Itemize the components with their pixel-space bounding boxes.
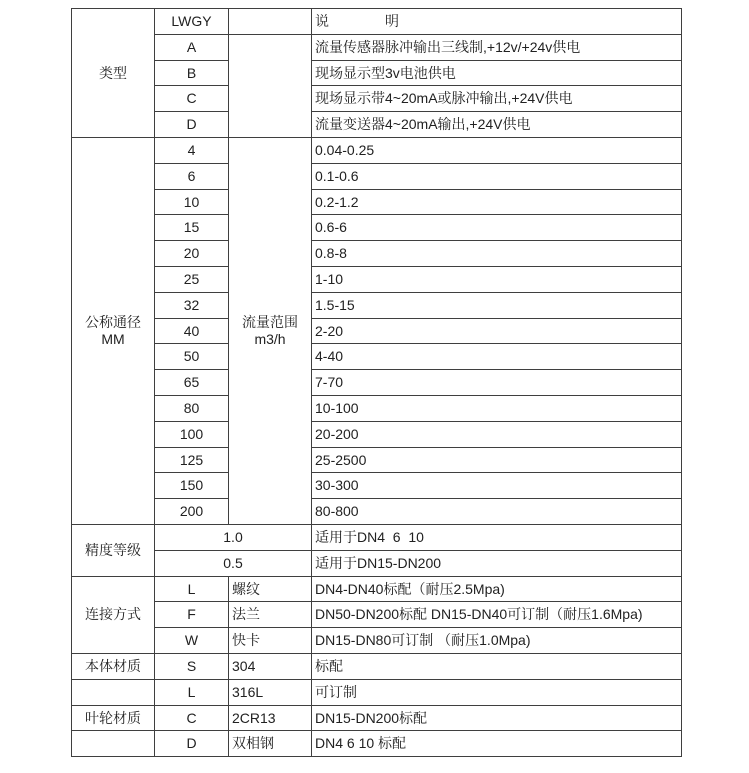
connection-code-cell: L: [155, 576, 229, 602]
connection-code-cell: F: [155, 602, 229, 628]
diameter-code-cell: 25: [155, 266, 229, 292]
flow-range-line1: 流量范围: [242, 314, 298, 331]
body-material-desc-cell: 可订制: [312, 679, 682, 705]
accuracy-code-cell: 0.5: [155, 550, 312, 576]
connection-name-cell: 螺纹: [229, 576, 312, 602]
section-connection-label: 连接方式: [72, 576, 155, 653]
connection-desc-cell: DN15-DN80可订制 （耐压1.0Mpa): [312, 628, 682, 654]
section-body-material-label: 本体材质: [72, 653, 155, 679]
body-material-code-cell: L: [155, 679, 229, 705]
accuracy-desc-cell: 适用于DN4 6 10: [312, 524, 682, 550]
diameter-code-cell: 80: [155, 395, 229, 421]
body-material-code-cell: S: [155, 653, 229, 679]
body-material-desc-cell: 标配: [312, 653, 682, 679]
spec-table: [71, 8, 682, 757]
body-material-empty-label: [72, 679, 155, 705]
diameter-desc-cell: 0.04-0.25: [312, 137, 682, 163]
diameter-code-cell: 200: [155, 499, 229, 525]
connection-desc-cell: DN50-DN200标配 DN15-DN40可订制（耐压1.6Mpa): [312, 602, 682, 628]
accuracy-code-cell: 1.0: [155, 524, 312, 550]
connection-name-cell: 快卡: [229, 628, 312, 654]
table-row: [72, 86, 682, 112]
impeller-material-code-cell: C: [155, 705, 229, 731]
impeller-material-name-cell: 双相钢: [229, 731, 312, 757]
table-row: [72, 653, 682, 679]
diameter-code-cell: 65: [155, 370, 229, 396]
diameter-code-cell: 20: [155, 241, 229, 267]
diameter-desc-cell: 0.6-6: [312, 215, 682, 241]
connection-name-cell: 法兰: [229, 602, 312, 628]
type-code-cell: A: [155, 34, 229, 60]
diameter-label-line1: 公称通径: [85, 314, 141, 331]
impeller-material-code-cell: D: [155, 731, 229, 757]
table-row: [72, 447, 682, 473]
table-row: [72, 370, 682, 396]
diameter-desc-cell: 1-10: [312, 266, 682, 292]
flow-range-cell: [229, 137, 312, 524]
table-row: [72, 34, 682, 60]
diameter-code-cell: 15: [155, 215, 229, 241]
diameter-desc-cell: 30-300: [312, 473, 682, 499]
diameter-code-cell: 10: [155, 189, 229, 215]
table-row: [72, 163, 682, 189]
table-row: [72, 266, 682, 292]
diameter-desc-cell: 80-800: [312, 499, 682, 525]
diameter-code-cell: 4: [155, 137, 229, 163]
table-row: [72, 344, 682, 370]
diameter-code-cell: 6: [155, 163, 229, 189]
diameter-code-cell: 100: [155, 421, 229, 447]
type-desc-cell: 现场显示型3v电池供电: [312, 60, 682, 86]
body-material-name-cell: 304: [229, 653, 312, 679]
table-row: [72, 550, 682, 576]
type-middle-empty-cell: [229, 34, 312, 137]
table-row: [72, 473, 682, 499]
diameter-desc-cell: 2-20: [312, 318, 682, 344]
table-row: [72, 215, 682, 241]
impeller-material-empty-label: [72, 731, 155, 757]
diameter-code-cell: 50: [155, 344, 229, 370]
diameter-desc-cell: 10-100: [312, 395, 682, 421]
table-row: [72, 395, 682, 421]
connection-code-cell: W: [155, 628, 229, 654]
diameter-desc-cell: 7-70: [312, 370, 682, 396]
type-code-cell: C: [155, 86, 229, 112]
table-row: [72, 679, 682, 705]
diameter-code-cell: 150: [155, 473, 229, 499]
connection-desc-cell: DN4-DN40标配（耐压2.5Mpa): [312, 576, 682, 602]
diameter-code-cell: 32: [155, 292, 229, 318]
type-desc-cell: 流量变送器4~20mA输出,+24V供电: [312, 112, 682, 138]
table-row: [72, 137, 682, 163]
section-accuracy-label: 精度等级: [72, 524, 155, 576]
table-row: [72, 602, 682, 628]
header-code-cell: LWGY: [155, 9, 229, 35]
impeller-material-desc-cell: DN4 6 10 标配: [312, 731, 682, 757]
diameter-desc-cell: 4-40: [312, 344, 682, 370]
diameter-code-cell: 125: [155, 447, 229, 473]
section-diameter-label: [72, 137, 155, 524]
header-desc-cell: 说 明: [312, 9, 682, 35]
diameter-desc-cell: 1.5-15: [312, 292, 682, 318]
table-row-header: [72, 9, 682, 35]
table-row: [72, 705, 682, 731]
table-row: [72, 731, 682, 757]
section-type-label: 类型: [72, 9, 155, 138]
impeller-material-desc-cell: DN15-DN200标配: [312, 705, 682, 731]
diameter-desc-cell: 0.8-8: [312, 241, 682, 267]
diameter-code-cell: 40: [155, 318, 229, 344]
table-row: [72, 499, 682, 525]
table-row: [72, 60, 682, 86]
table-row: [72, 576, 682, 602]
impeller-material-name-cell: 2CR13: [229, 705, 312, 731]
header-middle-empty-cell: [229, 9, 312, 35]
diameter-desc-cell: 0.1-0.6: [312, 163, 682, 189]
type-desc-cell: 现场显示带4~20mA或脉冲输出,+24V供电: [312, 86, 682, 112]
type-code-cell: B: [155, 60, 229, 86]
diameter-desc-cell: 20-200: [312, 421, 682, 447]
table-row: [72, 292, 682, 318]
flow-range-line2: m3/h: [254, 330, 286, 347]
table-row: [72, 421, 682, 447]
type-desc-cell: 流量传感器脉冲输出三线制,+12v/+24v供电: [312, 34, 682, 60]
section-impeller-material-label: 叶轮材质: [72, 705, 155, 731]
diameter-label-line2: MM: [101, 330, 125, 347]
table-row: [72, 628, 682, 654]
table-row: [72, 524, 682, 550]
table-row: [72, 189, 682, 215]
diameter-desc-cell: 25-2500: [312, 447, 682, 473]
body-material-name-cell: 316L: [229, 679, 312, 705]
table-row: [72, 112, 682, 138]
table-row: [72, 241, 682, 267]
type-code-cell: D: [155, 112, 229, 138]
diameter-desc-cell: 0.2-1.2: [312, 189, 682, 215]
accuracy-desc-cell: 适用于DN15-DN200: [312, 550, 682, 576]
table-row: [72, 318, 682, 344]
